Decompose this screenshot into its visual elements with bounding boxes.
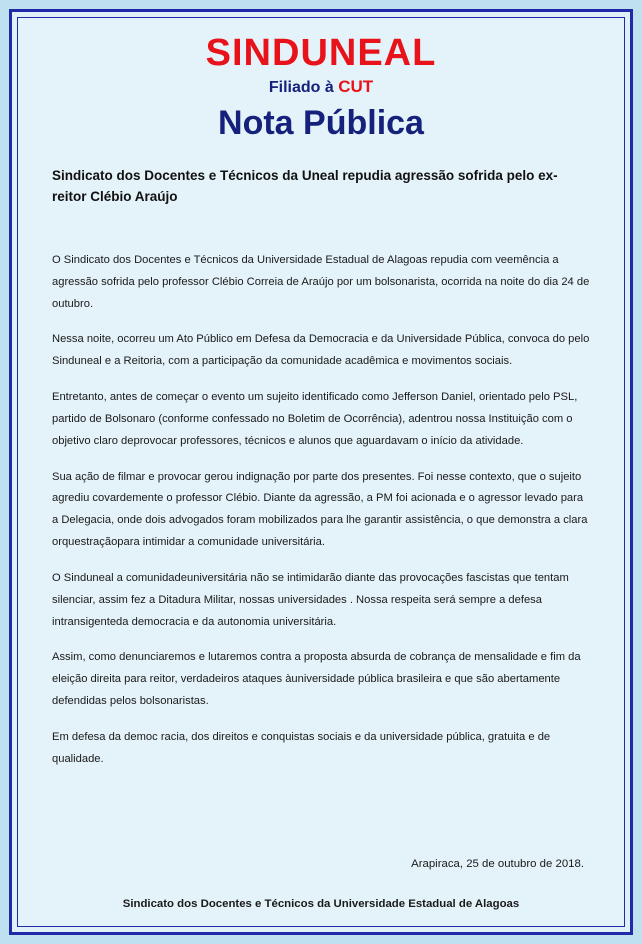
page-title: Nota Pública <box>218 103 424 142</box>
body-paragraph: Nessa noite, ocorreu um Ato Público em Defesa da Democracia e da Universidade Pública, convoca do pelo Sinduneal e a Reitoria, com a participação da comunidade acadêmica e movimentos sociais. <box>52 333 590 368</box>
body-paragraph: O Sinduneal a comunidadeuniversitária não se intimidarão diante das provocações fascistas que tentam silenciar, assim fez a Ditadura Militar, nossas universidades . Nossa respeita será sempre a defesa intransigenteda democracia e da autonomia universitária. <box>52 571 569 628</box>
affiliation-prefix: Filiado à <box>268 78 339 96</box>
body-paragraph: O Sindicato dos Docentes e Técnicos da Universidade Estadual de Alagoas repudia com veemência a agressão sofrida pelo professor Clébio Correia de Araújo por um bolsonarista, ocorrida na noite do dia 24 de outubro. <box>52 253 590 310</box>
place-and-date: Arapiraca, 25 de outubro de 2018. <box>411 858 584 870</box>
masthead <box>52 32 590 142</box>
document-subject: Sindicato dos Docentes e Técnicos da Uneal repudia agressão sofrida pelo ex-reitor Clébio Araújo <box>52 167 558 204</box>
document-body <box>52 250 590 785</box>
affiliation-organization: CUT <box>338 76 374 96</box>
organization-title: SINDUNEAL <box>205 32 437 74</box>
body-paragraph: Assim, como denunciaremos e lutaremos contra a proposta absurda de cobrança de mensalidade e fim da eleição direita para reitor, verdadeiros ataques àuniversidade pública brasileira e que são abertamente defendidas pelos bolsonaristas. <box>52 651 581 708</box>
affiliation-line <box>52 78 590 97</box>
body-paragraph: Entretanto, antes de começar o evento um sujeito identificado como Jefferson Daniel, orientado pelo PSL, partido de Bolsonaro (conforme confessado no Boletim de Ocorrência), adentrou nossa Instituição com o objetivo claro deprovocar professores, técnicos e alunos que aguardavam o início da atividade. <box>52 391 578 447</box>
layout-spacer <box>52 785 590 848</box>
document-paper <box>17 17 625 927</box>
body-paragraph: Em defesa da democ racia, dos direitos e conquistas sociais e da universidade pública, gratuita e de qualidade. <box>52 731 551 765</box>
signature-line: Sindicato dos Docentes e Técnicos da Universidade Estadual de Alagoas <box>122 898 520 910</box>
decorative-border-outer <box>9 9 633 935</box>
body-paragraph: Sua ação de filmar e provocar gerou indignação por parte dos presentes. Foi nesse contexto, que o sujeito agrediu covardemente o professor Clébio. Diante da agressão, a PM foi acionada e o agressor levado para a Delegacia, onde dois advogados foram mobilizados para lhe garantir assistência, o que demonstra a clara orquestraçãopara intimidar a comunidade universitária. <box>52 470 588 549</box>
